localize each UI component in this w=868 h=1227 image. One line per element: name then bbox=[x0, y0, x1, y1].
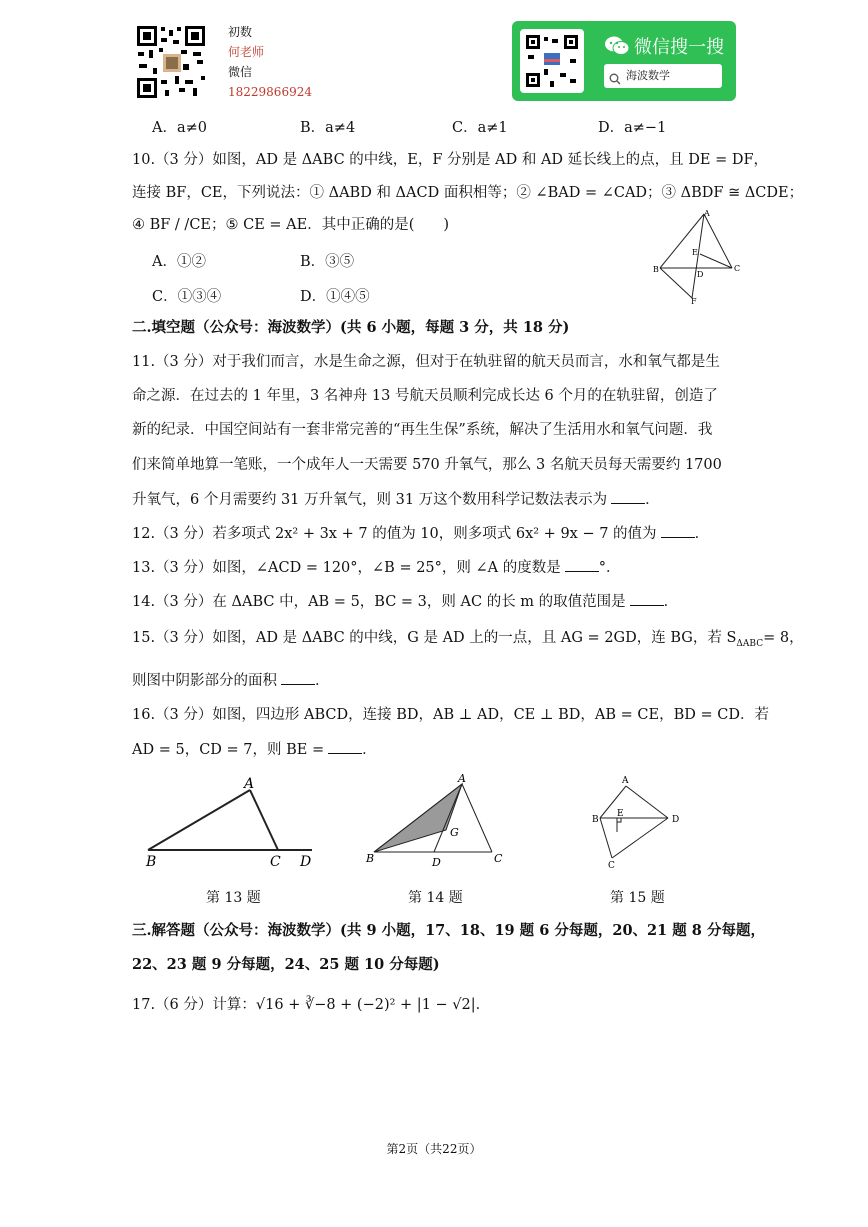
q15-line1 bbox=[132, 628, 804, 654]
fig13-label: B bbox=[146, 854, 157, 868]
fig15 bbox=[586, 772, 686, 872]
fig13-label: C bbox=[270, 854, 281, 868]
fig14-label: D bbox=[432, 856, 441, 869]
fig14 bbox=[362, 772, 512, 870]
q10-option-b: B．③⑤ bbox=[300, 254, 355, 270]
q9-option-c: C．a≠1 bbox=[452, 120, 508, 136]
contact-line: 初数 bbox=[228, 25, 253, 39]
q10-figure bbox=[648, 208, 744, 304]
answer-blank bbox=[661, 523, 695, 538]
q16-line2 bbox=[132, 739, 377, 760]
fig14-caption: 第 14 题 bbox=[408, 890, 463, 906]
fig14-label: B bbox=[366, 852, 375, 865]
fig10-label: E bbox=[692, 248, 698, 257]
q10-option-d: D．①④⑤ bbox=[300, 289, 370, 305]
page-footer: 第2页（共22页） bbox=[386, 1142, 482, 1156]
q11-line-last bbox=[132, 489, 660, 510]
fig10-label: D bbox=[697, 270, 704, 279]
fig15-label: A bbox=[622, 776, 629, 786]
q12-line bbox=[132, 523, 709, 544]
q11-line: 们来简单地算一笔账，一个成年人一天需要 570 升氧气，那么 3 名航天员每天需要约 1700 bbox=[132, 457, 722, 473]
fig15-label: E bbox=[617, 809, 624, 819]
q13-text: 13.（3 分）如图，∠ACD = 120°，∠B = 25°，则 ∠A 的度数是 bbox=[132, 560, 561, 576]
q13-line bbox=[132, 557, 621, 578]
q14-line bbox=[132, 591, 678, 612]
contact-info bbox=[228, 22, 312, 102]
q13-end: °． bbox=[598, 560, 621, 576]
q14-text: 14.（3 分）在 ΔABC 中，AB = 5，BC = 3，则 AC 的长 m 的取值范围是 bbox=[132, 594, 626, 610]
q14-end: ． bbox=[663, 594, 679, 610]
fig10-label: C bbox=[734, 264, 741, 273]
q11-line: 新的纪录．中国空间站有一套非常完善的“再生生保”系统，解决了生活用水和氧气问题．我 bbox=[132, 422, 713, 438]
q15-text: 15.（3 分）如图，AD 是 ΔABC 的中线，G 是 AD 上的一点，且 AG = 2GD，连 BG，若 S bbox=[132, 630, 737, 646]
q11-line: 命之源．在过去的 1 年里，3 名神舟 13 号航天员顺利完成长达 6 个月的在轨驻留，创造了 bbox=[132, 388, 718, 404]
q11-text: 升氧气，6 个月需要约 31 万升氧气，则 31 万这个数用科学记数法表示为 bbox=[132, 492, 608, 508]
fig14-label: A bbox=[458, 772, 466, 785]
answer-blank bbox=[630, 591, 664, 606]
q10-option-c: C．①③④ bbox=[152, 289, 222, 305]
q15-end: ． bbox=[315, 673, 330, 689]
q10-line2: 连接 BF，CE，下列说法：① ΔABD 和 ΔACD 面积相等；② ∠BAD = ∠CAD；③ ΔBDF ≅ ΔCDE； bbox=[132, 185, 804, 201]
fig15-caption: 第 15 题 bbox=[610, 890, 665, 906]
q11-line: 11.（3 分）对于我们而言，水是生命之源，但对于在轨驻留的航天员而言，水和氧气都是生 bbox=[132, 354, 720, 370]
fig13 bbox=[140, 772, 320, 868]
q9-option-b: B．a≠4 bbox=[300, 120, 356, 136]
q16-text: AD = 5，CD = 7，则 BE = bbox=[132, 742, 325, 758]
fig10-label: F bbox=[691, 297, 697, 304]
fig15-label: B bbox=[592, 815, 599, 825]
q16-end: ． bbox=[362, 742, 377, 758]
q16-line1: 16.（3 分）如图，四边形 ABCD，连接 BD，AB ⊥ AD，CE ⊥ BD，AB = CE，BD = CD．若 bbox=[132, 707, 769, 723]
q11-end: ． bbox=[645, 492, 660, 508]
search-icon bbox=[609, 70, 621, 94]
fig13-caption: 第 13 题 bbox=[206, 890, 261, 906]
section3-heading-line2: 22、23 题 9 分每题，24、25 题 10 分每题) bbox=[132, 956, 440, 973]
q15-text2: 则图中阴影部分的面积 bbox=[132, 673, 277, 689]
fig10-label: A bbox=[704, 209, 710, 218]
wechat-search-text: 海波数学 bbox=[626, 69, 670, 82]
fig15-label: C bbox=[608, 861, 615, 871]
fig14-label: G bbox=[450, 826, 459, 839]
q10-option-a: A．①② bbox=[152, 254, 206, 270]
answer-blank bbox=[565, 557, 599, 572]
section3-heading-line1: 三.解答题（公众号：海波数学）(共 9 小题，17、18、19 题 6 分每题，20、21 题 8 分每题， bbox=[132, 922, 765, 939]
q12-end: ． bbox=[694, 526, 710, 542]
answer-blank bbox=[281, 670, 315, 685]
wechat-search-box[interactable] bbox=[604, 64, 722, 88]
fig13-label: D bbox=[300, 854, 312, 868]
q12-text: 12.（3 分）若多项式 2x² + 3x + 7 的值为 10，则多项式 6x² + 9x − 7 的值为 bbox=[132, 526, 657, 542]
q10-line3: ④ BF / /CE；⑤ CE = AE．其中正确的是( ) bbox=[132, 217, 450, 233]
answer-blank bbox=[611, 489, 645, 504]
fig13-label: A bbox=[244, 776, 255, 792]
wechat-search-banner bbox=[512, 21, 736, 101]
wechat-icon bbox=[604, 35, 630, 61]
fig15-label: D bbox=[672, 815, 680, 825]
fig10-label: B bbox=[653, 265, 659, 274]
contact-line: 18229866924 bbox=[228, 85, 312, 99]
q15-tail: = 8， bbox=[763, 630, 804, 646]
qr-code-left bbox=[135, 24, 207, 100]
q9-option-d: D．a≠−1 bbox=[598, 120, 667, 136]
contact-line: 微信 bbox=[228, 65, 253, 79]
section2-heading: 二.填空题（公众号：海波数学）(共 6 小题，每题 3 分，共 18 分) bbox=[132, 319, 570, 336]
q15-line2 bbox=[132, 670, 330, 691]
qr-code-right bbox=[520, 29, 584, 93]
q15-subscript: ΔABC bbox=[736, 638, 764, 649]
wechat-title: 微信搜一搜 bbox=[634, 37, 724, 58]
q17-line: 17.（6 分）计算：√16 + ∛−8 + (−2)² + |1 − √2|． bbox=[132, 997, 491, 1013]
q10-line1: 10.（3 分）如图，AD 是 ΔABC 的中线，E，F 分别是 AD 和 AD 延长线上的点，且 DE = DF， bbox=[132, 152, 769, 168]
answer-blank bbox=[328, 739, 362, 754]
q9-option-a: A．a≠0 bbox=[152, 120, 207, 136]
contact-line: 何老师 bbox=[228, 45, 265, 59]
fig14-label: C bbox=[494, 852, 503, 865]
